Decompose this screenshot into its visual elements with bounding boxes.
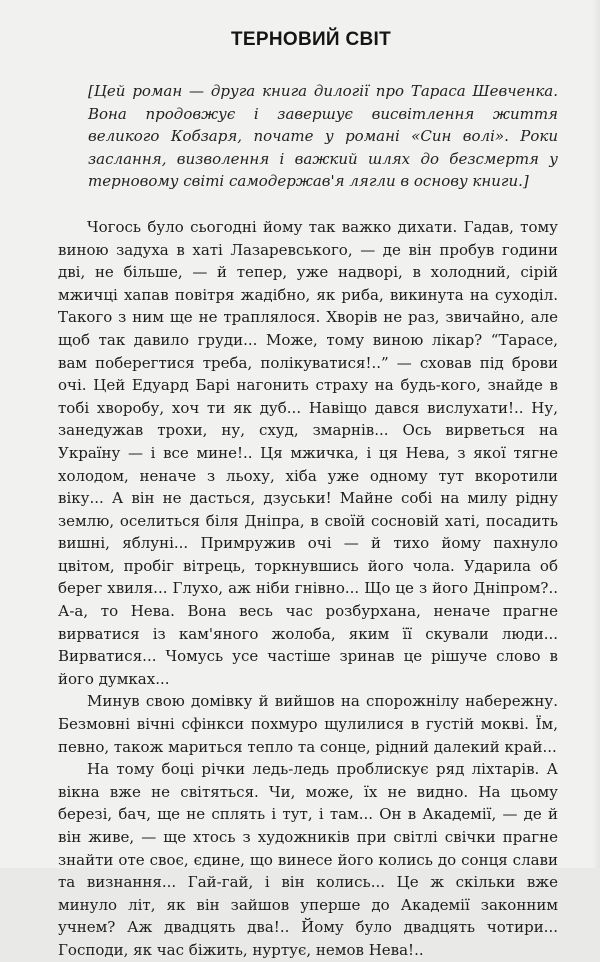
body-text — [58, 216, 558, 962]
intro-note: [Цей роман — друга книга дилогії про Тараса Шевченка. Вона продовжує і завершує висвітлення життя великого Кобзаря, почате у романі «Син волі». Роки заслання, визволення і важкий шлях до безсмертя у терновому світі самодержав'я лягли в основу книги.] — [88, 82, 558, 191]
page-edge-shadow — [592, 0, 600, 868]
paragraph-1: Чогось було сьогодні йому так важко дихати. Гадав, тому виною задуха в хаті Лазаревського, — де він пробув години дві, не більше, — й тепер, уже надворі, в холодний, сірій мжичці хапав повітря жадібно, як риба, викинута на суходіл. Такого з ним ще не траплялося. Хворів не раз, звичайно, але щоб так давило груди... Може, тому виною лікар? “Тарасе, вам поберегтися треба, полікуватися!..” — сховав під брови очі. Цей Едуард Барі нагонить страху на будь-кого, знайде в тобі хворобу, хоч ти як дуб... Навіщо дався вислухати!.. Ну, занедужав трохи, ну, схуд, змарнів... Ось вирветься на Україну — і все мине!.. Ця мжичка, і ця Нева, з якої тягне холодом, неначе з льоху, хіба уже одному тут вкоротили віку... А він не дасться, дзуськи! Майне собі на милу рідну землю, оселиться біля Дніпра, в своїй сосновій хаті, посадить вишні, яблуні... Примружив очі — й тихо йому пахнуло цвітом, пробіг вітрець, торкнувшись його чола. Ударила об берег хвиля... Глухо, аж ніби гнівно... Що це з його Дніпром?.. А-а, то Нева. Вона весь час розбурхана, неначе прагне вирватися із кам'яного жолоба, яким її скували люди... Вирватися... Чомусь усе частіше зринав це рішуче слово в його думках... — [58, 217, 558, 688]
paragraph-2: Минув свою домівку й вийшов на спорожнілу набережну. Безмовні вічні сфінкси похмуро щулилися в густій мокві. Їм, певно, також мариться тепло та сонце, рідний далекий край... — [58, 692, 558, 756]
chapter-title: ТЕРНОВИЙ СВІТ — [231, 29, 391, 50]
paragraph-3: На тому боці річки ледь-ледь проблискує ряд ліхтарів. А вікна вже не світяться. Чи, може, їх не видно. На цьому березі, бач, ще не сплять і тут, і там... Он в Академії, — де й він живе, — ще хтось з художників при світлі свічки прагне знайти оте своє, єдине, що винесе його колись до сонця слави та визнання... Гай-гай, і він колись... Це ж скільки вже минуло літ, як він зайшов уперше до Академії законним учнем? Аж двадцять два!.. Йому було двадцять чотири... Господи, як час біжить, нуртує, немов Нева!.. — [58, 760, 558, 959]
